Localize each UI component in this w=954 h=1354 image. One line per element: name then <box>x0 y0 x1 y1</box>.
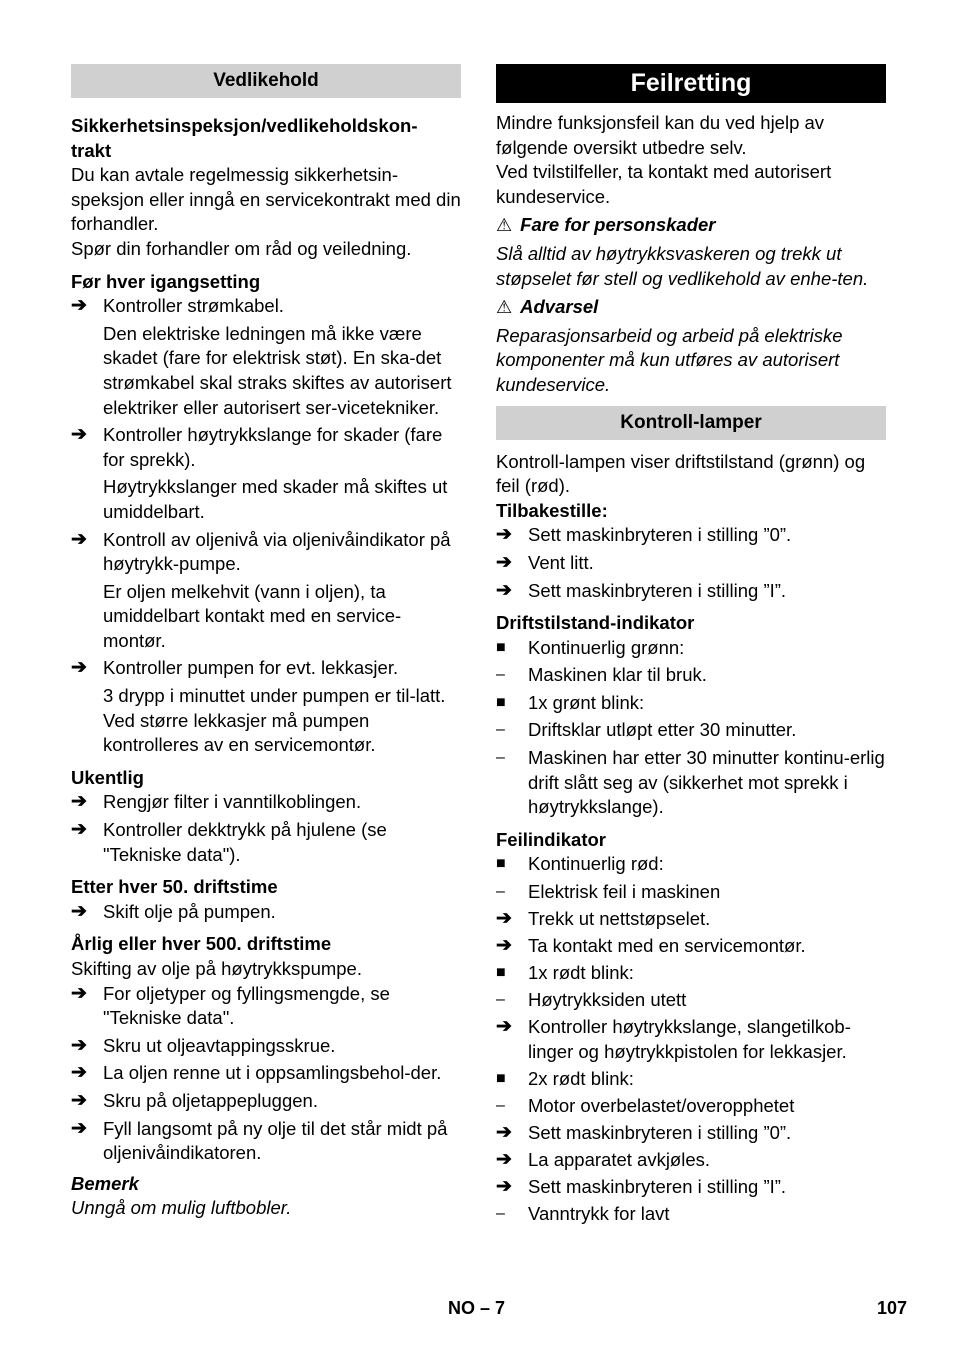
arrow-bullet-icon: ➔ <box>496 934 512 956</box>
list-item-text: Vanntrykk for lavt <box>528 1203 670 1225</box>
arrow-bullet-icon: ➔ <box>71 295 87 317</box>
arrow-bullet-icon: ➔ <box>71 528 87 550</box>
note-text: Unngå om mulig luftbobler. <box>71 1197 292 1219</box>
yearly-text: Skifting av olje på høytrykkspumpe. <box>71 958 362 979</box>
weekly-heading: Ukentlig <box>71 766 144 788</box>
square-bullet-icon: ■ <box>496 1069 506 1087</box>
yearly-heading: Årlig eller hver 500. driftstime <box>71 933 332 955</box>
list-item <box>496 1202 886 1227</box>
warning-heading: Advarsel <box>520 296 599 318</box>
list-item <box>71 1061 461 1086</box>
reset-heading: Tilbakestille: <box>496 499 608 521</box>
list-item <box>496 934 886 959</box>
list-item-text: Kontroller høytrykkslange for skader (fare for sprekk). <box>103 424 443 470</box>
before-each-use-list <box>71 294 461 758</box>
arrow-bullet-icon: ➔ <box>496 551 512 573</box>
after-50-hours-heading: Etter hver 50. driftstime <box>71 876 278 898</box>
list-item <box>496 523 886 548</box>
list-item-text: Kontroller strømkabel. <box>103 295 284 317</box>
dealer-advice-text: Spør din forhandler om råd og veiledning. <box>71 237 412 259</box>
fault-indicator-heading: Feilindikator <box>496 828 606 850</box>
list-item-text: Rengjør filter i vanntilkoblingen. <box>103 791 362 813</box>
list-item-text: Skru på oljetappepluggen. <box>103 1089 318 1111</box>
list-item-text: La apparatet avkjøles. <box>528 1148 711 1170</box>
dash-bullet-icon: – <box>496 882 505 900</box>
square-bullet-icon: ■ <box>496 638 506 656</box>
list-item <box>71 982 461 1031</box>
list-item <box>496 961 886 986</box>
arrow-bullet-icon: ➔ <box>496 524 512 546</box>
list-item-detail: Den elektriske ledningen må ikke være skadet (fare for elektrisk støt). En ska-det strømkabel skal straks skiftes av autorisert elektriker eller autorisert ser-vicetekniker. <box>103 322 452 418</box>
list-item-text: Elektrisk feil i maskinen <box>528 880 721 902</box>
list-item <box>496 1067 886 1092</box>
arrow-bullet-icon: ➔ <box>496 1148 512 1170</box>
list-item-detail: Høytrykkslanger med skader må skiftes ut umiddelbart. <box>103 476 448 522</box>
list-item-text: Ta kontakt med en servicemontør. <box>528 934 806 956</box>
list-item <box>496 1015 886 1064</box>
list-item <box>71 423 461 472</box>
list-item-text: Kontinuerlig rød: <box>528 853 664 875</box>
safety-inspection-heading: Sikkerhetsinspeksjon/vedlikeholdskon-trakt <box>71 115 418 161</box>
list-item-text: Motor overbelastet/overopphetet <box>528 1094 795 1116</box>
list-item-text: Driftsklar utløpt etter 30 minutter. <box>528 719 797 741</box>
arrow-bullet-icon: ➔ <box>71 791 87 813</box>
fault-indicator-list <box>496 852 886 1226</box>
list-item-text: Vent litt. <box>528 551 594 573</box>
square-bullet-icon: ■ <box>496 693 506 711</box>
list-item-text: Kontroller dekktrykk på hjulene (se "Tekniske data"). <box>103 819 387 865</box>
page-title: Feilretting <box>496 64 886 103</box>
list-item <box>71 790 461 815</box>
arrow-bullet-icon: ➔ <box>71 982 87 1004</box>
list-item-text: Skift olje på pumpen. <box>103 900 276 922</box>
arrow-bullet-icon: ➔ <box>71 1117 87 1139</box>
list-item-text: Kontroller høytrykkslange, slangetilkob-linger og høytrykkpistolen for lekkasjer. <box>528 1016 851 1062</box>
list-item <box>71 1117 461 1166</box>
intro-text: Mindre funksjonsfeil kan du ved hjelp av følgende oversikt utbedre selv. <box>496 112 825 158</box>
warning-triangle-icon: ⚠ <box>496 215 513 236</box>
list-item <box>496 718 886 743</box>
status-indicator-heading: Driftstilstand-indikator <box>496 612 695 634</box>
dash-bullet-icon: – <box>496 749 505 767</box>
arrow-bullet-icon: ➔ <box>71 1089 87 1111</box>
right-column <box>496 64 886 1227</box>
arrow-bullet-icon: ➔ <box>496 579 512 601</box>
list-item-detail: 3 drypp i minuttet under pumpen er til-latt. Ved større lekkasjer må pumpen kontrolleres av en servicemontør. <box>103 685 446 756</box>
left-column <box>71 64 461 1221</box>
footer-page-number: 107 <box>877 1298 908 1318</box>
arrow-bullet-icon: ➔ <box>496 1016 512 1037</box>
dash-bullet-icon: – <box>496 666 505 684</box>
dash-bullet-icon: – <box>496 1205 505 1223</box>
warning-text: Reparasjonsarbeid og arbeid på elektriske komponenter må kun utføres av autorisert kundeservice. <box>496 324 843 395</box>
control-lamp-text: Kontroll-lampen viser driftstilstand (grønn) og feil (rød). <box>496 450 866 497</box>
list-item-text: Skru ut oljeavtappingsskrue. <box>103 1034 336 1056</box>
list-item <box>71 900 461 925</box>
list-item-text: Maskinen har etter 30 minutter kontinu-erlig drift slått seg av (sikkerhet mot sprekk i høytrykkslange). <box>528 747 885 818</box>
warning-triangle-icon: ⚠ <box>496 297 513 318</box>
dash-bullet-icon: – <box>496 1096 505 1114</box>
list-item-text: Fyll langsomt på ny olje til det står midt på oljenivåindikatoren. <box>103 1117 448 1164</box>
list-item-text: Kontinuerlig grønn: <box>528 636 685 658</box>
arrow-bullet-icon: ➔ <box>496 907 512 929</box>
note-heading: Bemerk <box>71 1172 139 1194</box>
intro-text-2: Ved tvilstilfeller, ta kontakt med autorisert kundeservice. <box>496 161 832 207</box>
list-item-text: 2x rødt blink: <box>528 1067 634 1089</box>
before-each-use-heading: Før hver igangsetting <box>71 270 261 292</box>
list-item-text: Trekk ut nettstøpselet. <box>528 907 711 929</box>
list-item-text: For oljetyper og fyllingsmengde, se "Tekniske data". <box>103 982 390 1029</box>
yearly-list <box>71 982 461 1166</box>
list-item <box>496 880 886 905</box>
list-item-text: Maskinen klar til bruk. <box>528 664 707 686</box>
list-item-text: Sett maskinbryteren i stilling ”I”. <box>528 1176 787 1198</box>
list-item-text: Sett maskinbryteren i stilling ”I”. <box>528 579 787 601</box>
dash-bullet-icon: – <box>496 990 505 1008</box>
square-bullet-icon: ■ <box>496 855 506 873</box>
arrow-bullet-icon: ➔ <box>71 1062 87 1084</box>
list-item-text: 1x rødt blink: <box>528 961 634 983</box>
arrow-bullet-icon: ➔ <box>496 1176 512 1198</box>
arrow-bullet-icon: ➔ <box>496 1121 512 1143</box>
square-bullet-icon: ■ <box>496 963 506 981</box>
list-item <box>71 1089 461 1114</box>
list-item <box>496 663 886 688</box>
list-item <box>71 818 461 867</box>
list-item <box>71 656 461 681</box>
safety-inspection-text: Du kan avtale regelmessig sikkerhetsin-speksjon eller inngå en servicekontrakt med din forhandler. <box>71 164 461 235</box>
list-item-text: Kontroll av oljenivå via oljenivåindikator på høytrykk-pumpe. <box>103 528 451 575</box>
status-indicator-list <box>496 636 886 820</box>
list-item <box>71 1034 461 1059</box>
after-50-hours-list <box>71 900 461 925</box>
arrow-bullet-icon: ➔ <box>71 1034 87 1056</box>
list-item <box>496 551 886 576</box>
section-header-control-lamps: Kontroll-lamper <box>496 406 886 440</box>
warning-text: Slå alltid av høytrykksvaskeren og trekk ut støpselet før stell og vedlikehold av enhe-ten. <box>496 242 869 289</box>
list-item <box>71 528 461 577</box>
list-item <box>496 852 886 877</box>
list-item-text: Sett maskinbryteren i stilling ”0”. <box>528 524 792 546</box>
section-header-maintenance: Vedlikehold <box>71 64 461 98</box>
arrow-bullet-icon: ➔ <box>71 900 87 922</box>
list-item-text: La oljen renne ut i oppsamlingsbehol-der. <box>103 1062 442 1084</box>
list-item <box>496 636 886 661</box>
list-item <box>496 746 886 820</box>
footer-language-page: NO – 7 <box>448 1298 506 1318</box>
list-item <box>496 579 886 604</box>
list-item <box>496 907 886 932</box>
arrow-bullet-icon: ➔ <box>71 819 87 841</box>
list-item <box>496 988 886 1013</box>
list-item <box>71 294 461 319</box>
list-item-detail: Er oljen melkehvit (vann i oljen), ta umiddelbart kontakt med en service-montør. <box>103 580 402 651</box>
arrow-bullet-icon: ➔ <box>71 424 87 446</box>
list-item-text: 1x grønt blink: <box>528 691 645 713</box>
weekly-list <box>71 790 461 867</box>
dash-bullet-icon: – <box>496 721 505 739</box>
list-item <box>496 1121 886 1146</box>
list-item <box>496 1175 886 1200</box>
list-item-text: Høytrykksiden utett <box>528 988 687 1010</box>
warning-caution <box>496 295 886 320</box>
warning-heading: Fare for personskader <box>520 214 716 236</box>
list-item-text: Kontroller pumpen for evt. lekkasjer. <box>103 657 399 679</box>
list-item <box>496 1148 886 1173</box>
list-item <box>496 1094 886 1119</box>
reset-list <box>496 523 886 603</box>
list-item <box>496 691 886 716</box>
arrow-bullet-icon: ➔ <box>71 657 87 679</box>
list-item-text: Sett maskinbryteren i stilling ”0”. <box>528 1121 792 1143</box>
warning-personal-injury <box>496 213 886 238</box>
